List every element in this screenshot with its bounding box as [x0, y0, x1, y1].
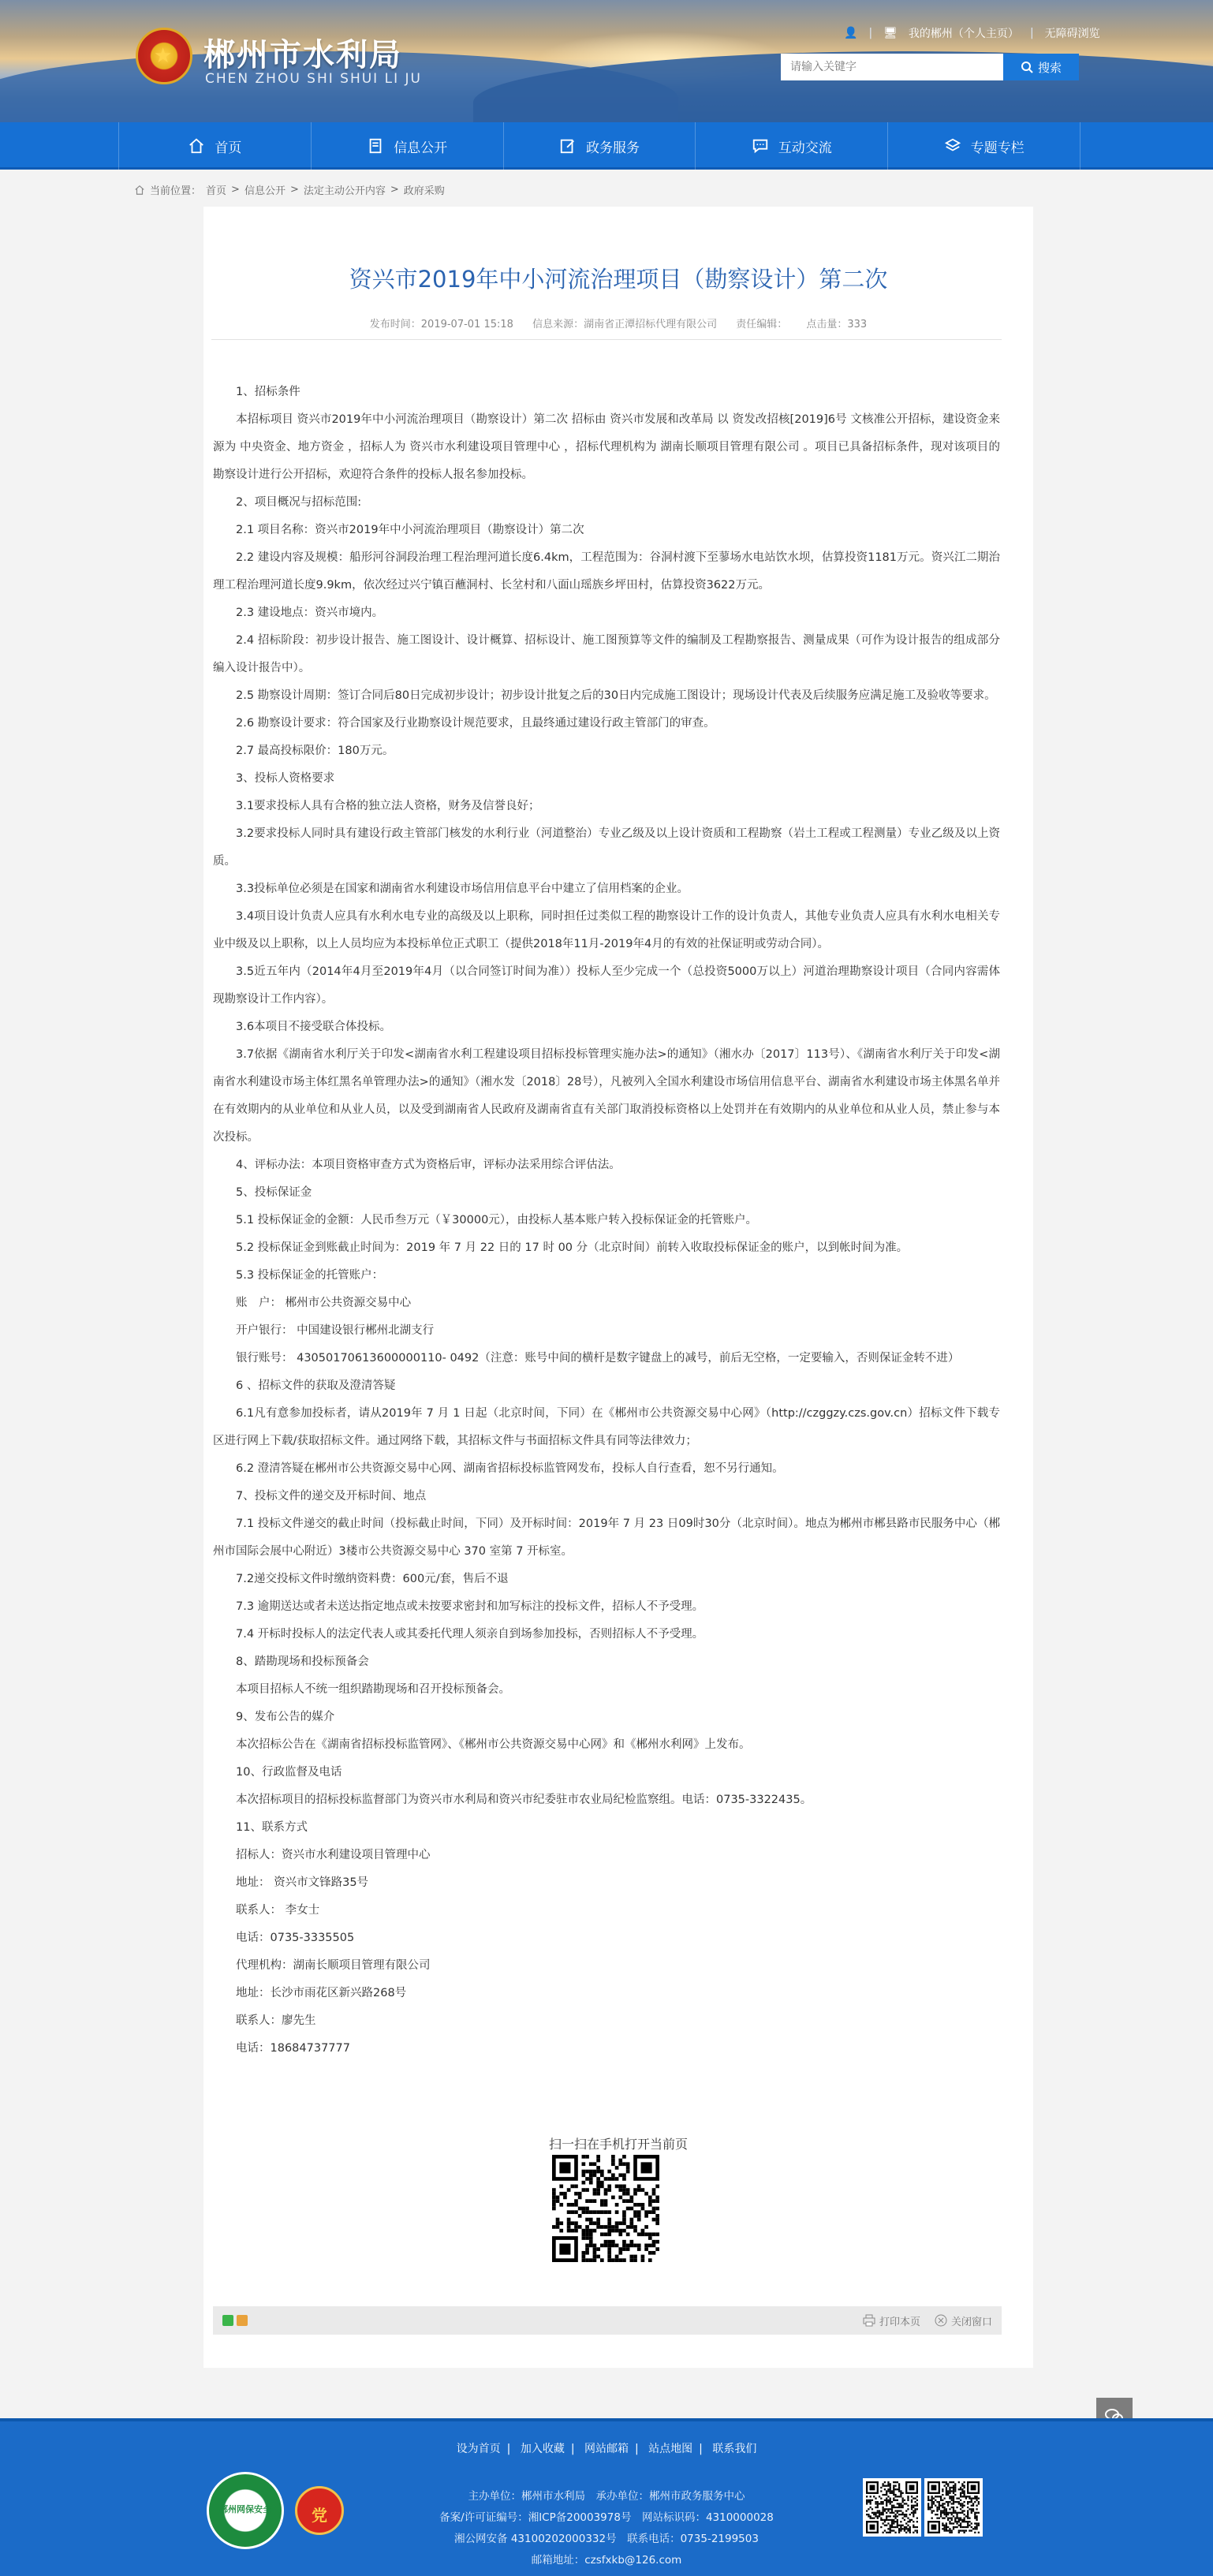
- site-title-en: CHEN ZHOU SHI SHUI LI JU: [205, 71, 422, 87]
- article-container: [203, 207, 1033, 2368]
- nav-item-gov-service[interactable]: [504, 122, 696, 170]
- article-paragraph: 本次招标项目的招标投标监督部门为资兴市水利局和资兴市纪委驻市农业局纪检监察组。电话：0735-3322435。: [236, 1794, 812, 1806]
- breadcrumb-item[interactable]: 政府采购: [403, 185, 445, 197]
- share-buttons: [222, 2315, 248, 2326]
- article-title: 资兴市2019年中小河流治理项目（勘察设计）第二次: [349, 266, 888, 293]
- publish-time: 发布时间：2019-07-01 15:18: [369, 319, 513, 330]
- accessibility-link[interactable]: 无障碍浏览: [1044, 28, 1100, 40]
- nav-item-interaction[interactable]: [696, 122, 888, 170]
- article-meta: [203, 315, 1033, 330]
- monitor-icon: 🖥: [883, 27, 898, 39]
- search-button[interactable]: [1003, 54, 1079, 80]
- article-paragraph: 3.5近五年内（2014年4月至2019年4月（以合同签订时间为准））投标人至少完成一个（总投资5000万以上）河道治理勘察设计项目（合同内容需体现勘察设计工作内容）。: [213, 965, 1000, 1006]
- top-links: 👤 | 🖥 我的郴州（个人主页） | 无障碍浏览: [844, 27, 1100, 40]
- search-icon: [1021, 61, 1033, 73]
- article-paragraph: 电话：18684737777: [236, 2042, 350, 2055]
- footer-link[interactable]: 加入收藏: [520, 2443, 565, 2455]
- layers-icon: [944, 137, 961, 155]
- article-paragraph: 5.2 投标保证金到账截止时间为：2019 年 7 月 22 日的 17 时 00 分（北京时间）前转入收取投标保证金的账户，以到帐时间为准。: [236, 1241, 909, 1254]
- nav-label: 信息公开: [394, 140, 448, 156]
- article-paragraph: 11、联系方式: [236, 1821, 308, 1834]
- article-paragraph: 7.1 投标文件递交的截止时间（投标截止时间，下同）及开标时间：2019年 7 月 23 日09时30分（北京时间）。地点为郴州市郴县路市民服务中心（郴州市国际会展中心附近）3楼市公共资源交易中心 370 室第 7 开标室。: [213, 1518, 1000, 1558]
- article-paragraph: 账 户： 郴州市公共资源交易中心: [236, 1297, 412, 1309]
- chat-icon: [752, 137, 769, 155]
- article-paragraph: 3、投标人资格要求: [236, 772, 335, 785]
- wechat-share-icon[interactable]: [222, 2315, 233, 2326]
- qr-caption: 扫一扫在手机打开当前页: [548, 2137, 688, 2152]
- article-paragraph: 7、投标文件的递交及开标时间、地点: [236, 1490, 427, 1503]
- nav-item-info-public[interactable]: [312, 122, 504, 170]
- article-paragraph: 银行账号： 43050170613600000110- 0492（注意：账号中间的横杆是数字键盘上的减号，前后无空格，一定要输入，否则保证金转不进）: [236, 1352, 960, 1365]
- article-paragraph: 2、项目概况与招标范围:: [236, 496, 362, 509]
- search-input[interactable]: [781, 54, 1003, 80]
- article-paragraph: 4、评标办法：本项目资格审查方式为资格后审，评标办法采用综合评估法。: [236, 1159, 621, 1171]
- article-paragraph: 地址： 资兴市文锋路35号: [236, 1876, 369, 1889]
- article-paragraph: 代理机构：湖南长顺项目管理有限公司: [236, 1959, 431, 1972]
- breadcrumb-item[interactable]: 首页: [206, 185, 227, 197]
- article-paragraph: 开户银行： 中国建设银行郴州北湖支行: [236, 1324, 435, 1337]
- article-paragraph: 本招标项目 资兴市2019年中小河流治理项目（勘察设计）第二次 招标由 资兴市发展和改革局 以 资发改招核[2019]6号 文核准公开招标，建设资金来源为 中央资金、地方资金 ，招标人为 资兴市水利建设项目管理中心 ，招标代理机构为 湖南长顺项目管理有限公司 。项目已具备招标条件，现对该项目的勘察设计进行公开招标，欢迎符合条件的投标人报名参加投标。: [213, 413, 1000, 481]
- footer-link[interactable]: 网站邮箱: [584, 2443, 629, 2455]
- main-nav: [0, 122, 1213, 170]
- article-paragraph: 6.1凡有意参加投标者，请从2019年 7 月 1 日起（北京时间，下同）在《郴州市公共资源交易中心网》（http://czggzy.czs.gov.cn）招标文件下载专区进行网上下载/获取招标文件。通过网络下载，其招标文件与书面招标文件具有同等法律效力；: [213, 1407, 1000, 1447]
- breadcrumb-prefix: 当前位置：: [150, 185, 202, 197]
- article-toolbar: [213, 2306, 1002, 2335]
- footer-link[interactable]: 设为首页: [456, 2443, 501, 2455]
- article-paragraph: 2.5 勘察设计周期：签订合同后80日完成初步设计；初步设计批复之后的30日内完成施工图设计；现场设计代表及后续服务应满足施工及验收等要求。: [236, 689, 996, 702]
- footer-qr-code: [924, 2478, 983, 2537]
- my-homepage-link[interactable]: 我的郴州（个人主页）: [908, 28, 1019, 40]
- close-icon: [935, 2314, 947, 2327]
- weibo-share-icon[interactable]: [237, 2315, 248, 2326]
- close-window-button[interactable]: [935, 2313, 992, 2328]
- article-paragraph: 10、行政监督及电话: [236, 1766, 342, 1779]
- edit-icon: [559, 137, 577, 155]
- breadcrumb: 当前位置： 首页 > 信息公开 > 法定主动公开内容 > 政府采购: [134, 182, 445, 197]
- article-paragraph: 电话：0735-3335505: [236, 1932, 355, 1944]
- article-paragraph: 9、发布公告的媒介: [236, 1711, 335, 1723]
- article-paragraph: 7.2递交投标文件时缴纳资料费：600元/套，售后不退: [236, 1573, 509, 1585]
- article-paragraph: 2.6 勘察设计要求：符合国家及行业勘察设计规范要求，且最终通过建设行政主管部门的审查。: [236, 717, 715, 730]
- search-button-label: 搜索: [1037, 61, 1062, 75]
- printer-icon: [863, 2314, 875, 2327]
- article-paragraph: 2.1 项目名称：资兴市2019年中小河流治理项目（勘察设计）第二次: [236, 524, 584, 536]
- article-paragraph: 3.3投标单位必须是在国家和湖南省水利建设市场信用信息平台中建立了信用档案的企业。: [236, 883, 689, 895]
- article-paragraph: 6 、招标文件的获取及澄清答疑: [236, 1379, 396, 1392]
- footer-info: [0, 2486, 1213, 2571]
- article-content: [213, 379, 1000, 2063]
- article-paragraph: 2.4 招标阶段：初步设计报告、施工图设计、设计概算、招标设计、施工图预算等文件的编制及工程勘察报告、测量成果（可作为设计报告的组成部分编入设计报告中）。: [213, 634, 1000, 674]
- article-paragraph: 5.1 投标保证金的金额：人民币叁万元（￥30000元），由投标人基本账户转入投标保证金的托管账户。: [236, 1214, 758, 1226]
- user-icon[interactable]: 👤: [844, 27, 858, 39]
- article-paragraph: 联系人： 李女士: [236, 1904, 320, 1917]
- article-paragraph: 5.3 投标保证金的托管账户：: [236, 1269, 384, 1282]
- article-paragraph: 2.7 最高投标限价：180万元。: [236, 745, 394, 757]
- article-paragraph: 3.2要求投标人同时具有建设行政主管部门核发的水利行业（河道整治）专业乙级及以上设计资质和工程勘察（岩土工程或工程测量）专业乙级及以上资质。: [213, 827, 1000, 868]
- article-paragraph: 3.6本项目不接受联合体投标。: [236, 1021, 392, 1033]
- article-paragraph: 3.4项目设计负责人应具有水利水电专业的高级及以上职称，同时担任过类似工程的勘察设计工作的设计负责人，其他专业负责人应具有水利水电相关专业中级及以上职称，以上人员均应为本投标单位正式职工（提供2018年11月-2019年4月的有效的社保证明或劳动合同）。: [213, 910, 1000, 950]
- article-paragraph: 5、投标保证金: [236, 1186, 312, 1199]
- nav-label: 专题专栏: [970, 140, 1025, 156]
- info-source: 信息来源：湖南省正潭招标代理有限公司: [532, 319, 718, 330]
- article-paragraph: 本项目招标人不统一组织踏勘现场和召开投标预备会。: [236, 1683, 510, 1696]
- article-paragraph: 联系人：廖先生: [236, 2014, 316, 2027]
- print-label: 打印本页: [879, 2316, 920, 2328]
- breadcrumb-item[interactable]: 法定主动公开内容: [303, 185, 386, 197]
- site-security-logo[interactable]: 郴州网保安全: [207, 2472, 284, 2549]
- close-label: 关闭窗口: [950, 2316, 992, 2328]
- site-title: 郴州市水利局: [203, 37, 402, 73]
- article-paragraph: 3.7依据《湖南省水利厅关于印发<湖南省水利工程建设项目招标投标管理实施办法>的通知》（湘水办〔2017〕113号）、《湖南省水利厅关于印发<湖南省水利建设市场主体红黑名单管理办法>的通知》（湘水发〔2018〕28号），凡被列入全国水利建设市场信用信息平台、湖南省水利建设市场主体黑名单并在有效期内的从业单位和从业人员，以及受到湖南省人民政府及湖南省直有关部门取消投标资格以上处罚并在有效期内的从业单位和从业人员，禁止参与本次投标。: [213, 1048, 1000, 1144]
- article-paragraph: 地址：长沙市雨花区新兴路268号: [236, 1987, 407, 1999]
- footer-links: 设为首页 | 加入收藏 | 网站邮箱 | 站点地图 | 联系我们: [456, 2443, 757, 2455]
- article-paragraph: 2.2 建设内容及规模：船形河谷洞段治理工程治理河道长度6.4km，工程范围为：谷洞村渡下至蓼场水电站饮水坝，估算投资1181万元。资兴江二期治理工程治理河道长度9.9km，依次经过兴宁镇百蘸洞村、长坌村和八面山瑶族乡坪田村，估算投资3622万元。: [213, 551, 1000, 592]
- print-button[interactable]: [863, 2313, 920, 2328]
- header-banner: [0, 0, 1213, 122]
- nav-item-special-topic[interactable]: [888, 122, 1081, 170]
- national-emblem-icon: ★: [136, 28, 192, 84]
- footer-police: 湘公网安备 43100202000332号 联系电话：0735-2199503: [454, 2533, 759, 2545]
- article-paragraph: 7.3 逾期送达或者未送达指定地点或未按要求密封和加写标注的投标文件，招标人不予受理。: [236, 1600, 704, 1613]
- nav-label: 互动交流: [778, 140, 832, 156]
- footer-link[interactable]: 联系我们: [712, 2443, 757, 2455]
- article-paragraph: 6.2 澄清答疑在郴州市公共资源交易中心网、湖南省招标投标监管网发布，投标人自行查看，恕不另行通知。: [236, 1462, 784, 1475]
- home-icon: [134, 185, 145, 196]
- article-paragraph: 本次招标公告在《湖南省招标投标监管网》、《郴州市公共资源交易中心网》和《郴州水利网》上发布。: [236, 1738, 751, 1751]
- footer: [0, 2418, 1213, 2576]
- document-icon: [367, 137, 384, 155]
- nav-label: 首页: [215, 140, 242, 156]
- article-paragraph: 1、招标条件: [236, 386, 300, 398]
- footer-sponsor: 主办单位：郴州市水利局 承办单位：郴州市政务服务中心: [468, 2490, 745, 2503]
- breadcrumb-item[interactable]: 信息公开: [244, 185, 286, 197]
- view-count: 点击量：333: [806, 319, 868, 330]
- article-paragraph: 招标人：资兴市水利建设项目管理中心: [236, 1849, 431, 1861]
- breadcrumb-bar: [0, 172, 1213, 207]
- article-paragraph: 3.1要求投标人具有合格的独立法人资格，财务及信誉良好；: [236, 800, 540, 812]
- party-gov-logo[interactable]: 党: [295, 2486, 344, 2535]
- article-paragraph: 8、踏勘现场和投标预备会: [236, 1656, 369, 1668]
- home-icon: [188, 137, 205, 155]
- editor: 责任编辑：: [736, 319, 788, 330]
- article-paragraph: 7.4 开标时投标人的法定代表人或其委托代理人须亲自到场参加投标，否则招标人不予受理。: [236, 1628, 704, 1641]
- footer-icp: 备案/许可证编号：湘ICP备20003978号 网站标识码：4310000028: [439, 2511, 774, 2524]
- qr-code: [552, 2155, 659, 2262]
- nav-label: 政务服务: [585, 140, 640, 156]
- nav-item-home[interactable]: [118, 122, 312, 170]
- divider: [211, 339, 1002, 340]
- footer-qr-code: [863, 2478, 921, 2537]
- article-paragraph: 2.3 建设地点：资兴市境内。: [236, 607, 384, 619]
- footer-email: 邮箱地址：czsfxkb@126.com: [531, 2554, 682, 2567]
- footer-link[interactable]: 站点地图: [648, 2443, 693, 2455]
